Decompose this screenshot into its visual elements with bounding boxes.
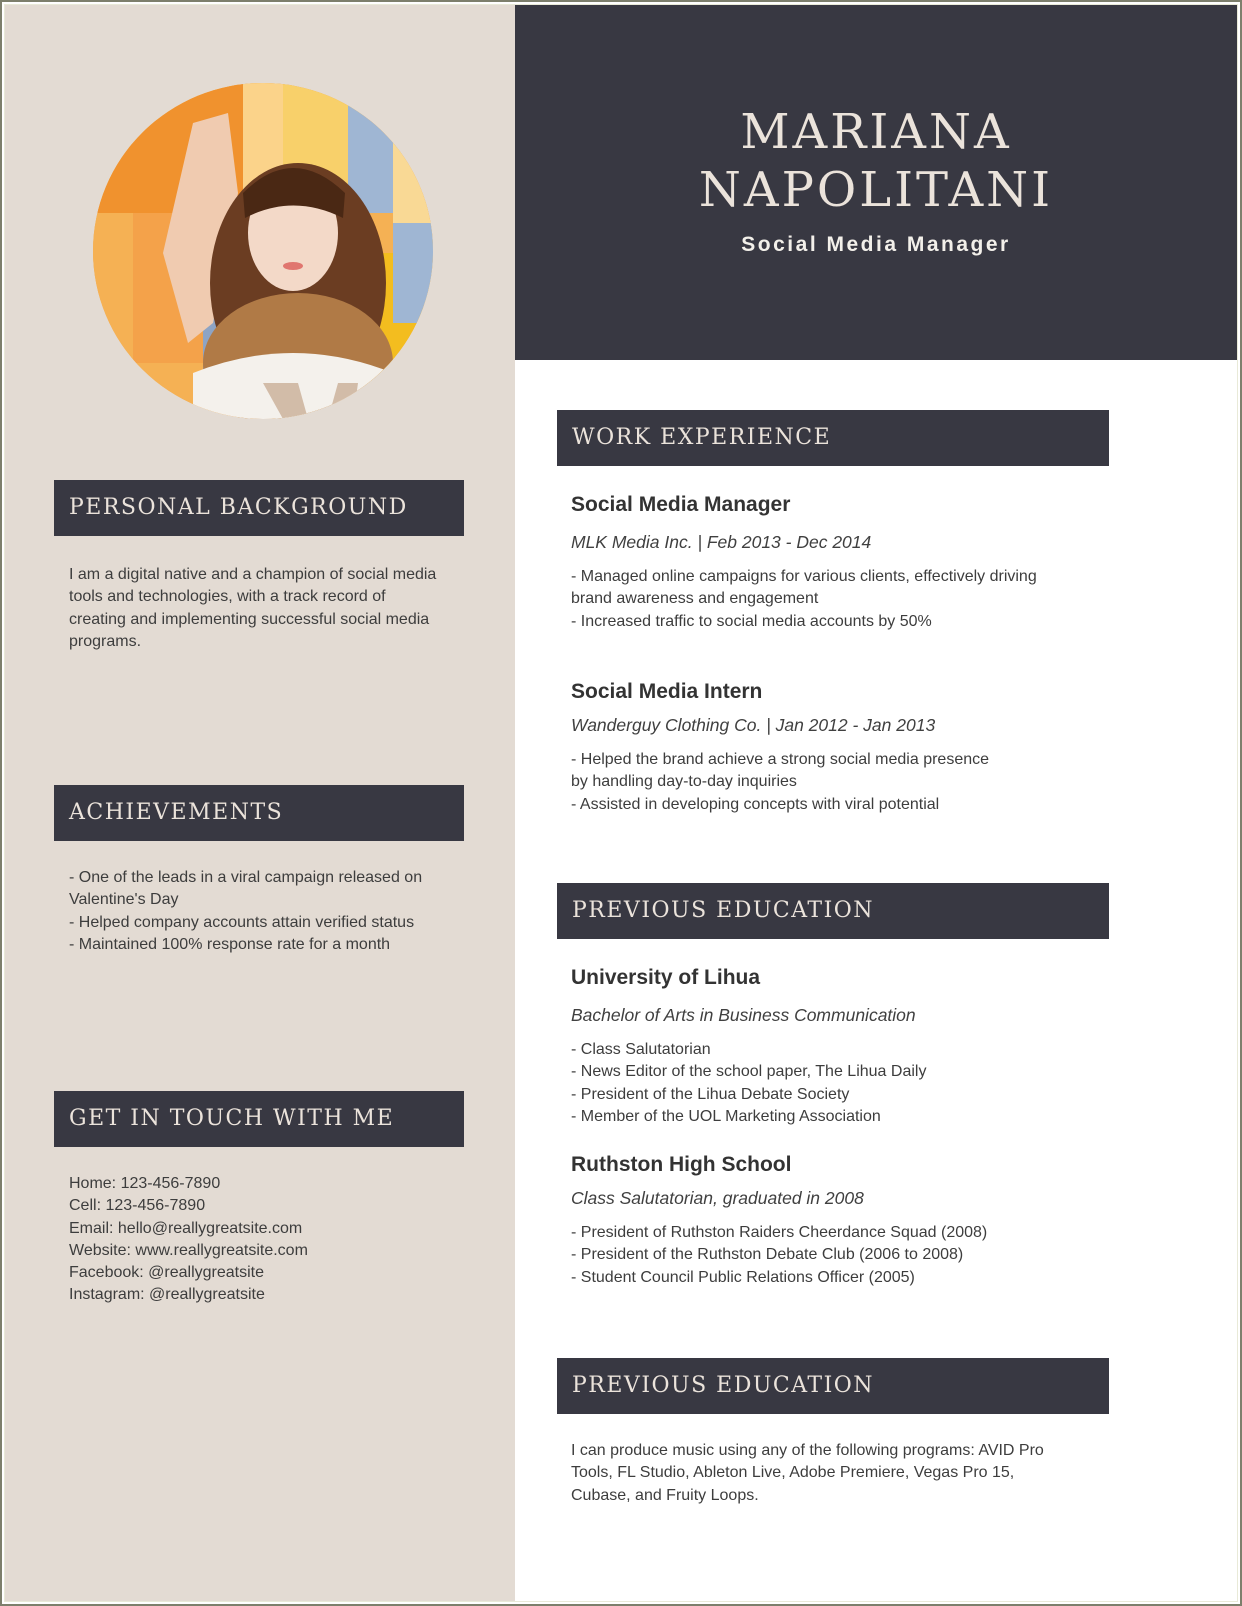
list-item: - Class Salutatorian: [571, 1041, 711, 1058]
job-company-dates-1: MLK Media Inc. | Feb 2013 - Dec 2014: [571, 532, 872, 552]
school-name-1: University of Lihua: [571, 966, 761, 989]
section-heading-contact: GET IN TOUCH WITH ME: [54, 1091, 464, 1147]
list-item: - President of Ruthston Raiders Cheerdance Squad (2008): [571, 1224, 988, 1241]
person-name: [515, 103, 1237, 219]
profile-photo: [93, 83, 433, 419]
list-item: - One of the leads in a viral campaign released on: [69, 869, 423, 886]
job-title-2: Social Media Intern: [571, 680, 763, 703]
personal-background-text: [69, 564, 459, 653]
contact-instagram[interactable]: Instagram: @reallygreatsite: [69, 1286, 265, 1304]
name-last: NAPOLITANI: [698, 162, 1054, 218]
list-item: - Assisted in developing concepts with viral potential: [571, 795, 940, 813]
list-item: - President of the Ruthston Debate Club (2006 to 2008): [571, 1246, 964, 1264]
school-name-2: Ruthston High School: [571, 1153, 792, 1176]
job-title: Social Media Manager: [741, 233, 1011, 256]
contact-cell-phone: Cell: 123-456-7890: [69, 1197, 206, 1215]
section-heading-skills: PREVIOUS EDUCATION: [557, 1358, 1109, 1414]
resume-inner: [4, 4, 1238, 1602]
job-duties-2: [571, 749, 1091, 816]
achievements-list: [69, 867, 459, 956]
contact-website[interactable]: Website: www.reallygreatsite.com: [69, 1241, 308, 1259]
list-item: - Managed online campaigns for various clients, effectively driving: [571, 568, 1037, 585]
list-item: - Student Council Public Relations Officer (2005): [571, 1268, 915, 1286]
list-item: - Helped company accounts attain verified status: [69, 913, 415, 931]
job-company-dates-2: Wanderguy Clothing Co. | Jan 2012 - Jan 2013: [571, 715, 936, 735]
job-title-1: Social Media Manager: [571, 493, 791, 516]
list-item: - Member of the UOL Marketing Association: [571, 1107, 881, 1125]
list-item: - President of the Lihua Debate Society: [571, 1085, 850, 1103]
text-line: I can produce music using any of the following programs: AVID Pro: [571, 1442, 1044, 1459]
list-item: - Maintained 100% response rate for a month: [69, 935, 391, 953]
text-line: programs.: [69, 632, 142, 650]
text-line: I am a digital native and a champion of social media: [69, 566, 437, 583]
text-line: Cubase, and Fruity Loops.: [571, 1486, 759, 1504]
section-heading-personal-background: PERSONAL BACKGROUND: [54, 480, 464, 536]
contact-list: [69, 1173, 459, 1307]
school-activities-2: [571, 1222, 1091, 1289]
contact-home-phone: Home: 123-456-7890: [69, 1175, 221, 1192]
job-duties-1: [571, 566, 1091, 633]
contact-facebook[interactable]: Facebook: @reallygreatsite: [69, 1264, 264, 1282]
list-item: - Helped the brand achieve a strong social media presence: [571, 751, 990, 768]
text-line: creating and implementing successful social media: [69, 610, 430, 628]
left-sidebar: [5, 5, 515, 1601]
text-line: Tools, FL Studio, Ableton Live, Adobe Premiere, Vegas Pro 15,: [571, 1464, 1015, 1482]
school-degree-2: Class Salutatorian, graduated in 2008: [571, 1188, 864, 1208]
list-item: - Increased traffic to social media accounts by 50%: [571, 612, 932, 630]
list-item: by handling day-to-day inquiries: [571, 773, 797, 791]
school-degree-1: Bachelor of Arts in Business Communication: [571, 1005, 916, 1025]
portrait-image-icon: [93, 83, 433, 419]
section-heading-education: PREVIOUS EDUCATION: [557, 883, 1109, 939]
list-item: brand awareness and engagement: [571, 590, 819, 608]
name-first: MARIANA: [740, 104, 1012, 160]
list-item: Valentine's Day: [69, 891, 179, 909]
contact-email[interactable]: Email: hello@reallygreatsite.com: [69, 1219, 303, 1237]
main-column: [515, 5, 1237, 1601]
text-line: tools and technologies, with a track record of: [69, 588, 386, 606]
skills-text: [571, 1440, 1091, 1507]
school-activities-1: [571, 1039, 1091, 1128]
section-heading-work-experience: WORK EXPERIENCE: [557, 410, 1109, 466]
section-heading-achievements: ACHIEVEMENTS: [54, 785, 464, 841]
name-header: [515, 5, 1237, 360]
list-item: - News Editor of the school paper, The Lihua Daily: [571, 1063, 927, 1081]
